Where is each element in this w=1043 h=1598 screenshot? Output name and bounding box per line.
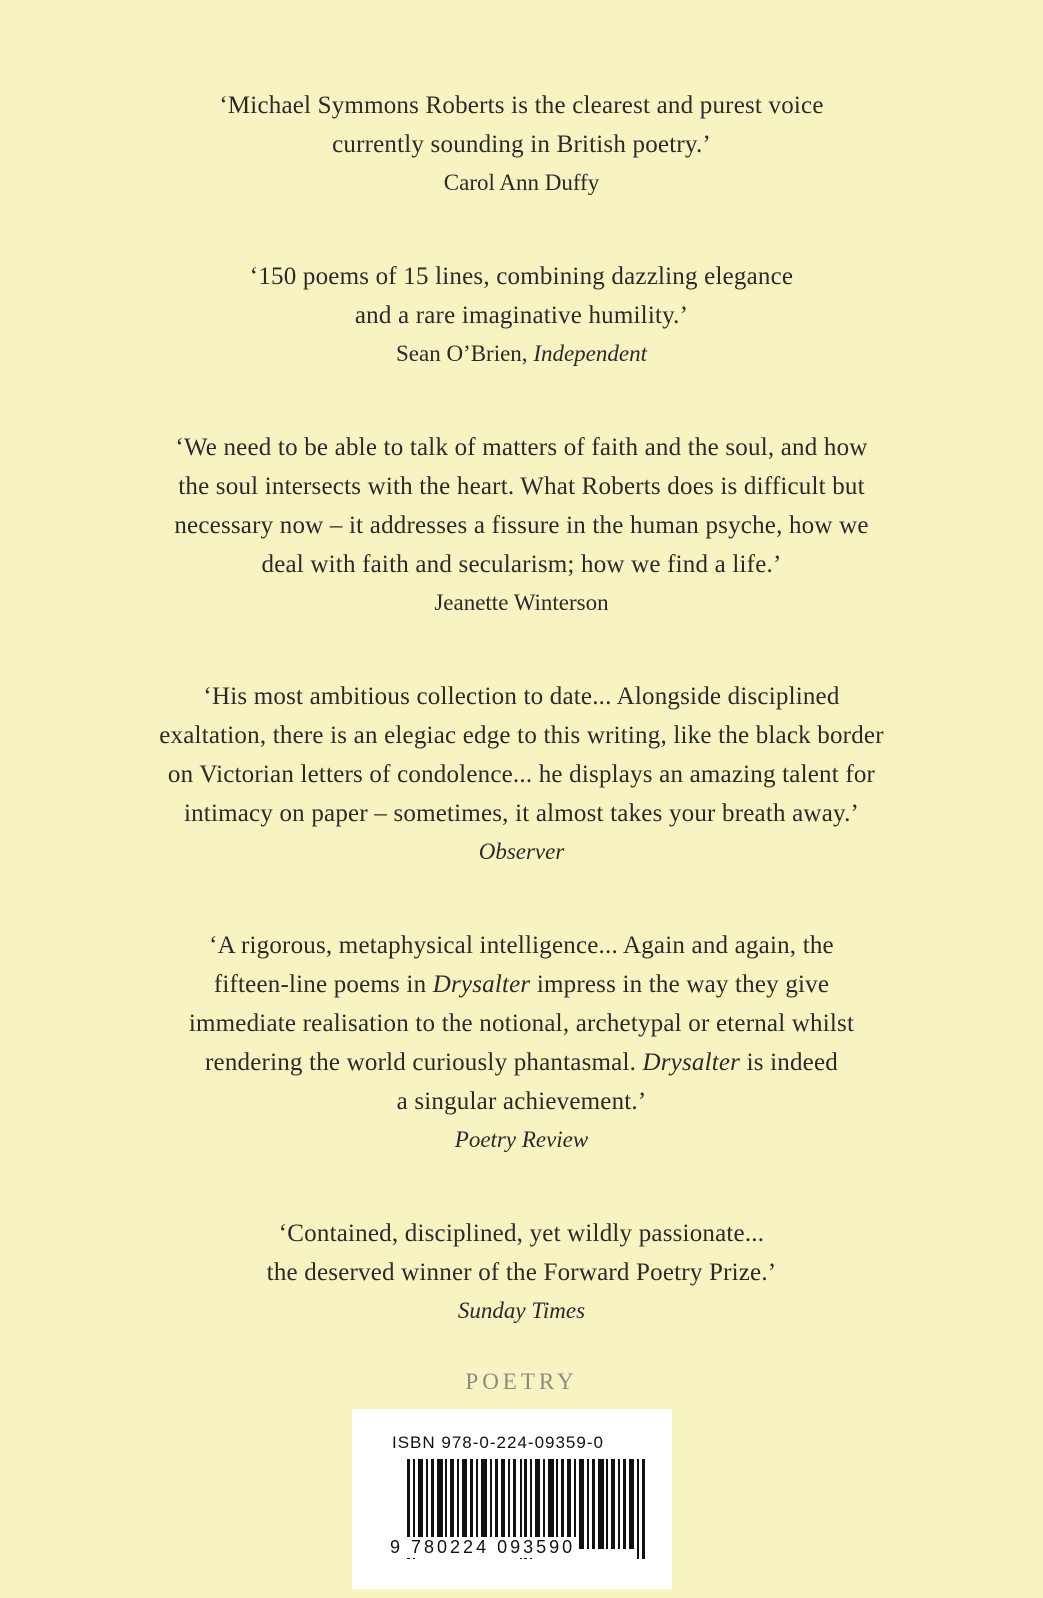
quote-line: ‘Contained, disciplined, yet wildly passionate...	[278, 1220, 765, 1247]
quote-line: deal with faith and secularism; how we find a life.’	[261, 551, 782, 578]
blurb	[40, 926, 1003, 1159]
quote-line: ‘150 poems of 15 lines, combining dazzling elegance	[249, 263, 794, 290]
quote-line: ‘His most ambitious collection to date... Alongside disciplined	[203, 683, 840, 710]
barcode-panel	[352, 1409, 672, 1589]
category-label: POETRY	[465, 1369, 578, 1394]
blurb	[40, 428, 1003, 622]
quote-source: Observer	[478, 839, 565, 864]
blurb	[40, 677, 1003, 871]
quote-line: currently sounding in British poetry.’	[332, 131, 711, 158]
quote-line: intimacy on paper – sometimes, it almost takes your breath away.’	[183, 800, 860, 827]
quote-source	[40, 584, 1003, 622]
quote-line: and a rare imaginative humility.’	[354, 302, 689, 329]
source-name: Carol Ann Duffy	[443, 170, 600, 195]
quote-line: necessary now – it addresses a fissure in the human psyche, how we	[174, 512, 869, 539]
blurb	[40, 1214, 1003, 1330]
quote-source	[40, 164, 1003, 202]
review-quotes	[40, 86, 1003, 1385]
quote-line: immediate realisation to the notional, archetypal or eternal whilst	[188, 1010, 855, 1037]
quote-line: the deserved winner of the Forward Poetry Prize.’	[266, 1259, 777, 1286]
quote-source: Sunday Times	[457, 1298, 586, 1323]
isbn-label: ISBN 978-0-224-09359-0	[392, 1433, 604, 1452]
source-name: Jeanette Winterson	[434, 590, 609, 615]
barcode-digits: 9 780224 093590	[390, 1537, 576, 1557]
blurb	[40, 257, 1003, 373]
quote-line: ‘Michael Symmons Roberts is the clearest and purest voice	[219, 92, 824, 119]
quote-source: Poetry Review	[454, 1127, 589, 1152]
quote-line: rendering the world curiously phantasmal. Drysalter is indeed	[205, 1049, 838, 1076]
quote-line: the soul intersects with the heart. What Roberts does is difficult but	[178, 473, 865, 500]
quote-line: exaltation, there is an elegiac edge to this writing, like the black border	[159, 722, 884, 749]
quote-line: ‘A rigorous, metaphysical intelligence... Again and again, the	[209, 932, 834, 959]
quote-line: ‘We need to be able to talk of matters of faith and the soul, and how	[175, 434, 868, 461]
quote-line: a singular achievement.’	[396, 1088, 647, 1115]
source-name: Sean O’Brien,	[395, 341, 534, 366]
quote-line: on Victorian letters of condolence... he displays an amazing talent for	[167, 761, 876, 788]
blurb	[40, 86, 1003, 202]
source-publication: Independent	[533, 341, 647, 366]
quote-source	[40, 335, 1003, 373]
quote-line: fifteen-line poems in Drysalter impress in the way they give	[213, 971, 830, 998]
